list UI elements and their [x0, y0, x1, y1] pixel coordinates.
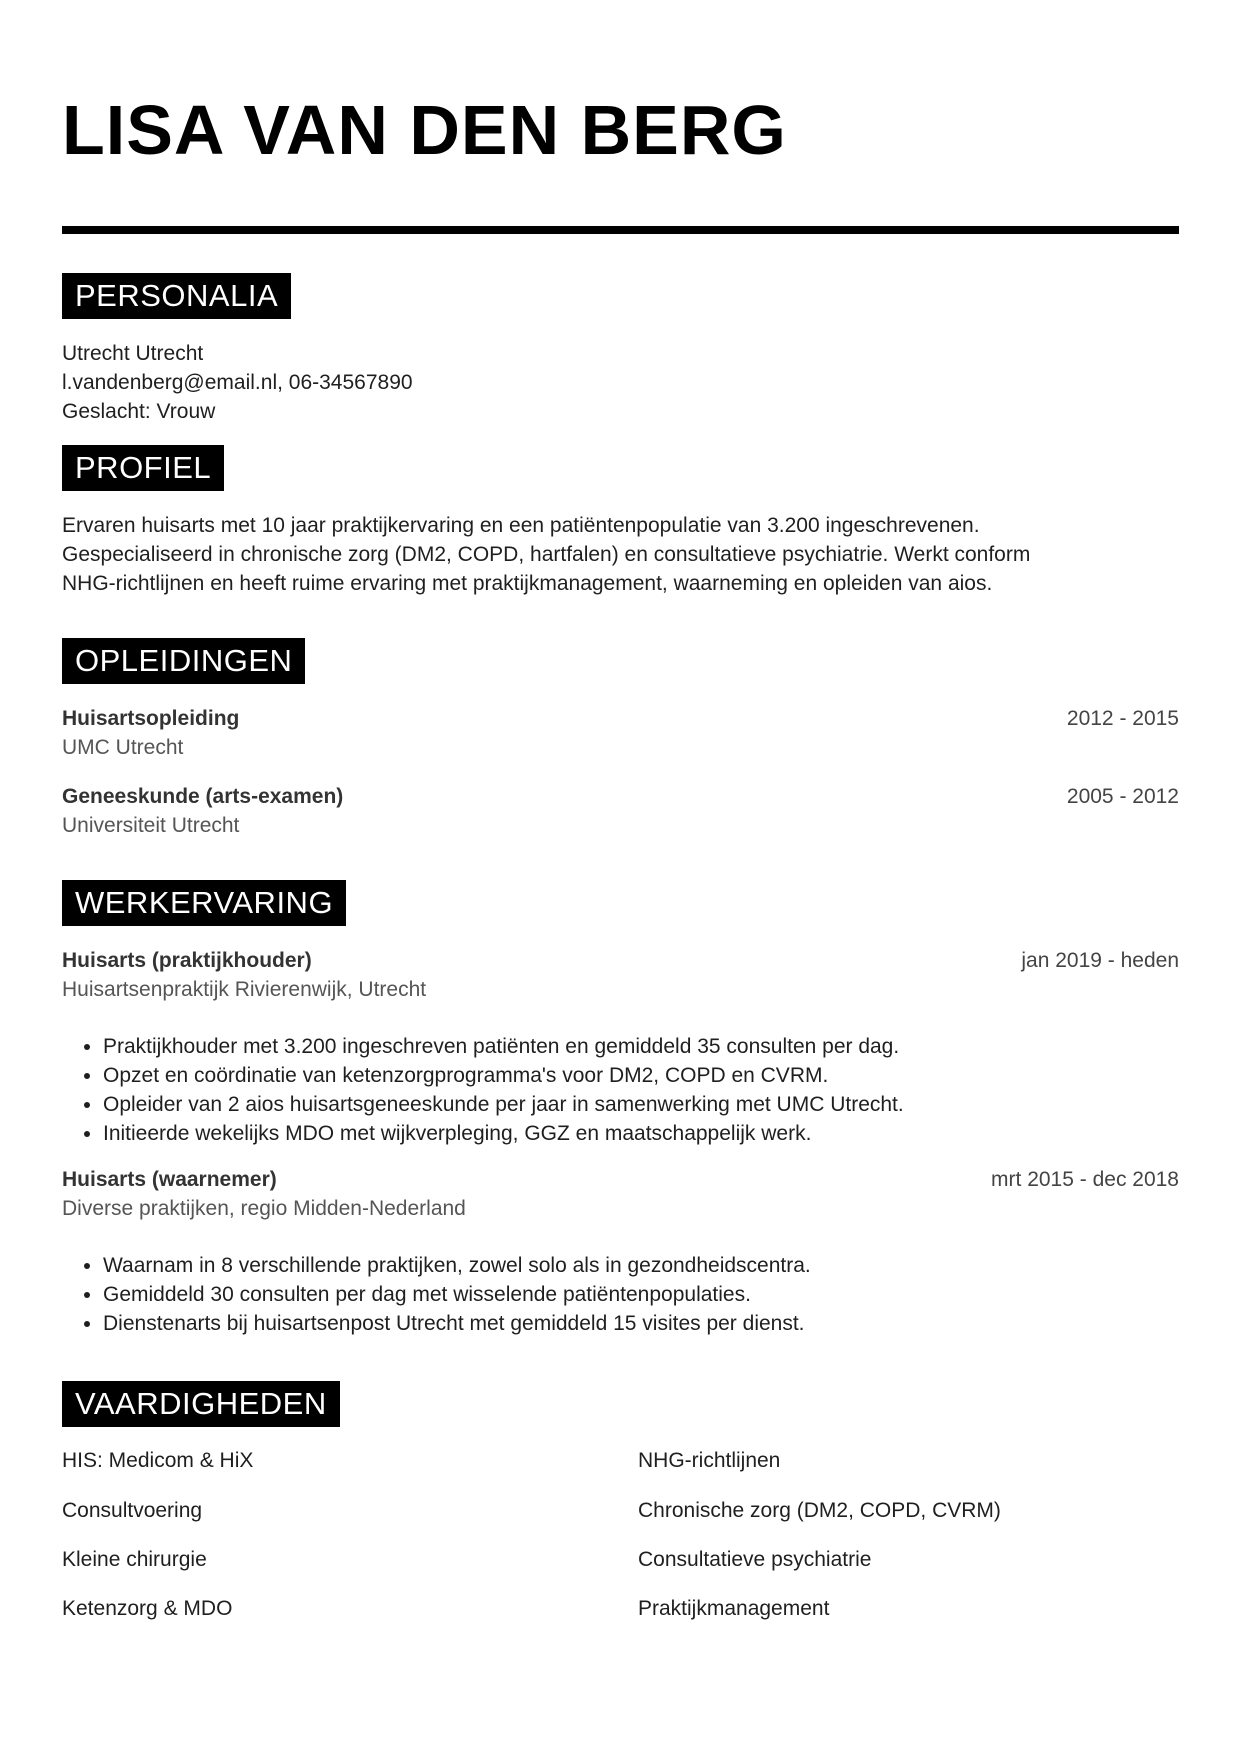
profiel-line: Gespecialiseerd in chronische zorg (DM2, COPD, hartfalen) en consultatieve psychiatrie. Werkt conform [62, 543, 1031, 566]
header-divider [62, 226, 1179, 234]
work-bullet: • Opleider van 2 aios huisartsgeneeskunde per jaar in samenwerking met UMC Utrecht. [103, 1090, 904, 1119]
work-employer: Huisartsenpraktijk Rivierenwijk, Utrecht [62, 978, 427, 1001]
education-institution: UMC Utrecht [62, 736, 184, 759]
work-bullets [62, 1032, 904, 1148]
skill-item: HIS: Medicom & HiX [62, 1449, 254, 1472]
section-title-personalia: PERSONALIA [62, 273, 291, 319]
work-bullet: • Waarnam in 8 verschillende praktijken, zowel solo als in gezondheidscentra. [103, 1251, 811, 1280]
personalia-block [62, 339, 413, 426]
section-title-profiel: PROFIEL [62, 445, 224, 491]
cv-page [62, 0, 1179, 1754]
skill-item: Consultatieve psychiatrie [638, 1548, 872, 1571]
education-entry [62, 782, 1179, 840]
education-entry [62, 704, 1179, 762]
profiel-text [62, 511, 1030, 598]
work-entry [62, 1165, 1179, 1223]
work-title: Huisarts (waarnemer) [62, 1168, 277, 1191]
skill-item: Consultvoering [62, 1499, 203, 1522]
work-bullet: • Gemiddeld 30 consulten per dag met wisselende patiëntenpopulaties. [103, 1280, 811, 1309]
work-entry [62, 946, 1179, 1004]
section-title-opleidingen: OPLEIDINGEN [62, 638, 305, 684]
section-title-werkervaring: WERKERVARING [62, 880, 346, 926]
education-title: Geneeskunde (arts-examen) [62, 785, 344, 808]
personalia-gender: Geslacht: Vrouw [62, 400, 216, 423]
skill-item: Ketenzorg & MDO [62, 1597, 233, 1620]
education-institution: Universiteit Utrecht [62, 814, 240, 837]
education-title: Huisartsopleiding [62, 707, 240, 730]
work-bullet: • Dienstenarts bij huisartsenpost Utrecht met gemiddeld 15 visites per dienst. [103, 1309, 811, 1338]
skill-item: Kleine chirurgie [62, 1548, 207, 1571]
profiel-line: NHG-richtlijnen en heeft ruime ervaring met praktijkmanagement, waarneming en opleiden van aios. [62, 572, 993, 595]
section-title-vaardigheden: VAARDIGHEDEN [62, 1381, 340, 1427]
work-date: jan 2019 - heden [1021, 949, 1179, 972]
skill-item: NHG-richtlijnen [638, 1449, 781, 1472]
work-bullet: • Praktijkhouder met 3.200 ingeschreven patiënten en gemiddeld 35 consulten per dag. [103, 1032, 904, 1061]
education-date: 2005 - 2012 [1066, 785, 1179, 808]
work-title: Huisarts (praktijkhouder) [62, 949, 312, 972]
work-date: mrt 2015 - dec 2018 [991, 1168, 1179, 1191]
skill-item: Praktijkmanagement [638, 1597, 830, 1620]
candidate-name: LISA VAN DEN BERG [62, 91, 787, 169]
skill-item: Chronische zorg (DM2, COPD, CVRM) [638, 1499, 1001, 1522]
personalia-location: Utrecht Utrecht [62, 342, 204, 365]
work-bullets [62, 1251, 811, 1338]
personalia-contact: l.vandenberg@email.nl, 06-34567890 [62, 371, 413, 394]
work-employer: Diverse praktijken, regio Midden-Nederland [62, 1197, 466, 1220]
profiel-line: Ervaren huisarts met 10 jaar praktijkervaring en een patiëntenpopulatie van 3.200 ingeschrevenen. [62, 514, 980, 537]
work-bullet: • Opzet en coördinatie van ketenzorgprogramma's voor DM2, COPD en CVRM. [103, 1061, 904, 1090]
work-bullet: • Initieerde wekelijks MDO met wijkverpleging, GGZ en maatschappelijk werk. [103, 1119, 904, 1148]
education-date: 2012 - 2015 [1066, 707, 1179, 730]
